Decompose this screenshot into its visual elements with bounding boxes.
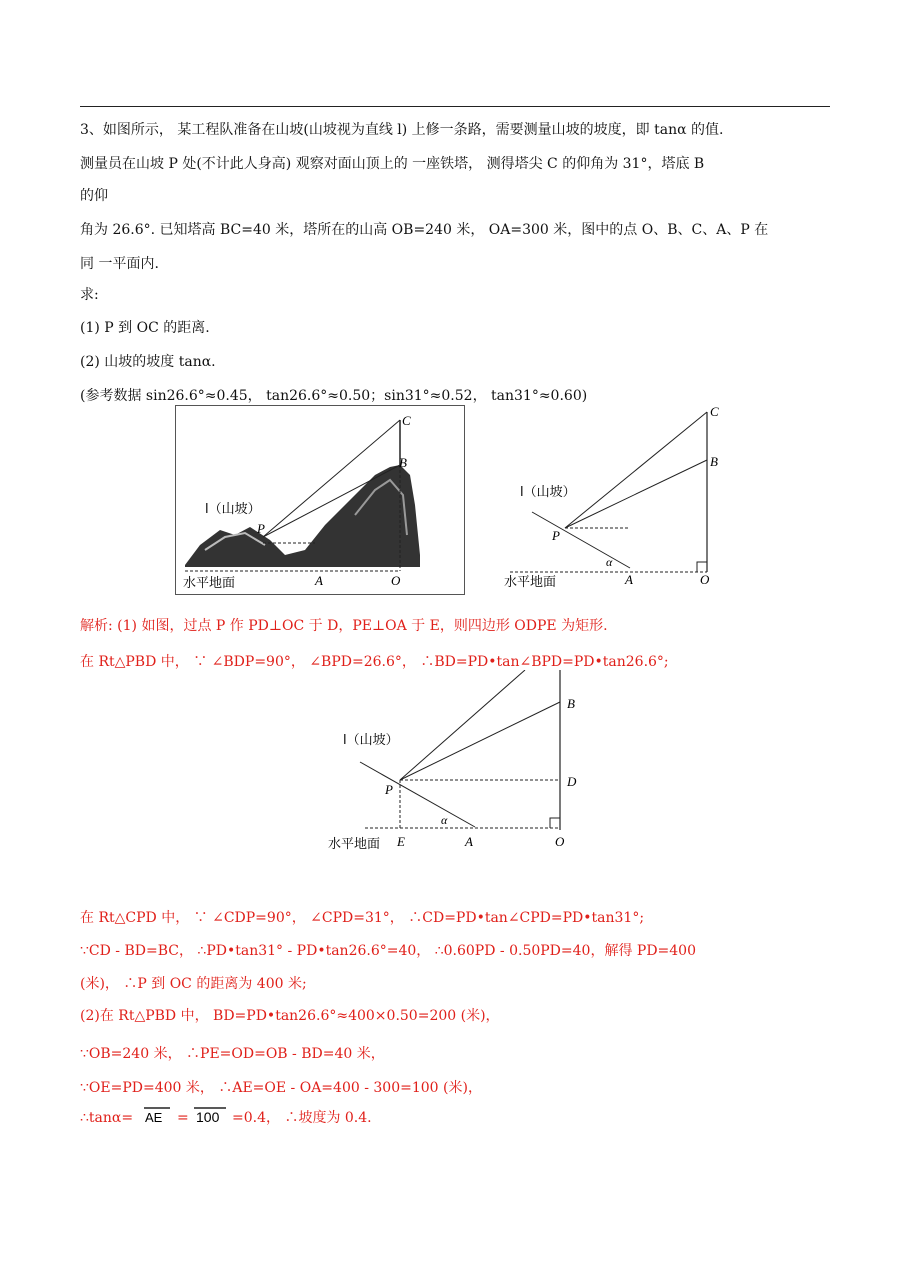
header-rule: [80, 106, 830, 107]
sight-line-c: [400, 670, 525, 780]
label-b: B: [567, 696, 575, 711]
problem-line-2: 测量员在山坡 P 处(不计此人身高) 观察对面山顶上的 一座铁塔， 测得塔尖 C 的仰角为 31°，塔底 B: [80, 156, 705, 172]
problem-line-6: 求:: [80, 287, 99, 303]
label-p: P: [257, 521, 265, 536]
solution-line-9: [80, 1108, 133, 1128]
label-ground: 水平地面: [504, 575, 557, 590]
problem-line-5: 同 一平面内.: [80, 256, 159, 272]
right-angle-mark: [550, 818, 560, 828]
fraction-denominator: 100: [196, 1109, 220, 1125]
figure-solution: [325, 670, 615, 860]
label-slope: l（山坡）: [520, 485, 576, 500]
label-c: C: [710, 404, 719, 419]
reference-data: (参考数据 sin26.6°≈0.45， tan26.6°≈0.50；sin31°≈0.52， tan31°≈0.60): [80, 388, 588, 404]
label-d: D: [567, 774, 577, 789]
solution-line-1: 解析: (1) 如图，过点 P 作 PD⊥OC 于 D，PE⊥OA 于 E，则四边形 ODPE 为矩形.: [80, 618, 608, 634]
label-o: O: [700, 572, 710, 587]
label-p: P: [385, 782, 393, 797]
label-slope: l（山坡）: [343, 733, 399, 748]
solution-line-6: (2)在 Rt△PBD 中， BD=PD•tan26.6°≈400×0.50=200 (米)，: [80, 1008, 500, 1024]
label-o: O: [391, 573, 401, 588]
sight-line-b: [400, 702, 560, 780]
problem-line-4: 角为 26.6°. 已知塔高 BC=40 米，塔所在的山高 OB=240 米， OA=300 米，图中的点 O、B、C、A、P 在: [80, 222, 769, 238]
label-ground: 水平地面: [183, 576, 236, 591]
label-c: C: [402, 413, 411, 428]
equals-sign: =: [177, 1110, 189, 1126]
solution-line-7: ∵OB=240 米， ∴PE=OD=OB - BD=40 米，: [80, 1046, 385, 1062]
solution-line-5: (米)， ∴P 到 OC 的距离为 400 米;: [80, 976, 307, 992]
label-a: A: [315, 573, 323, 588]
label-alpha: α: [606, 555, 613, 569]
solution-line-2: 在 Rt△PBD 中， ∵ ∠BDP=90°， ∠BPD=26.6°， ∴BD=PD•tan∠BPD=PD•tan26.6°;: [80, 654, 669, 670]
tan-result: =0.4， ∴坡度为 0.4.: [232, 1110, 372, 1126]
solution-line-8: ∵OE=PD=400 米， ∴AE=OE - OA=400 - 300=100 (米)，: [80, 1080, 482, 1096]
label-b: B: [399, 455, 407, 470]
label-a: A: [465, 834, 473, 849]
solution-line-3: 在 Rt△CPD 中， ∵ ∠CDP=90°， ∠CPD=31°， ∴CD=PD•tan∠CPD=PD•tan31°;: [80, 910, 645, 926]
question-1: (1) P 到 OC 的距离.: [80, 320, 210, 336]
fraction-denominator: AE: [145, 1110, 163, 1125]
label-a: A: [625, 572, 633, 587]
problem-line-3: 的仰: [80, 188, 108, 204]
figure-mountain: [175, 405, 465, 595]
label-e: E: [397, 834, 405, 849]
tan-prefix: ∴tanα=: [80, 1110, 134, 1126]
fraction-2: [192, 1096, 228, 1126]
question-2: (2) 山坡的坡度 tanα.: [80, 354, 216, 370]
label-alpha: α: [441, 813, 448, 827]
label-b: B: [710, 454, 718, 469]
label-slope: l（山坡）: [205, 502, 261, 517]
label-ground: 水平地面: [328, 837, 381, 852]
label-o: O: [555, 834, 565, 849]
problem-line-1: 3、如图所示， 某工程队准备在山坡(山坡视为直线 l) 上修一条路，需要测量山坡的坡度，即 tanα 的值.: [80, 122, 724, 138]
solution-line-4: ∵CD - BD=BC， ∴PD•tan31° - PD•tan26.6°=40， ∴0.60PD - 0.50PD=40，解得 PD=400: [80, 943, 696, 959]
figure-schematic: [500, 400, 740, 595]
fraction-1: [142, 1096, 172, 1126]
right-angle-mark: [697, 562, 707, 572]
label-p: P: [552, 528, 560, 543]
